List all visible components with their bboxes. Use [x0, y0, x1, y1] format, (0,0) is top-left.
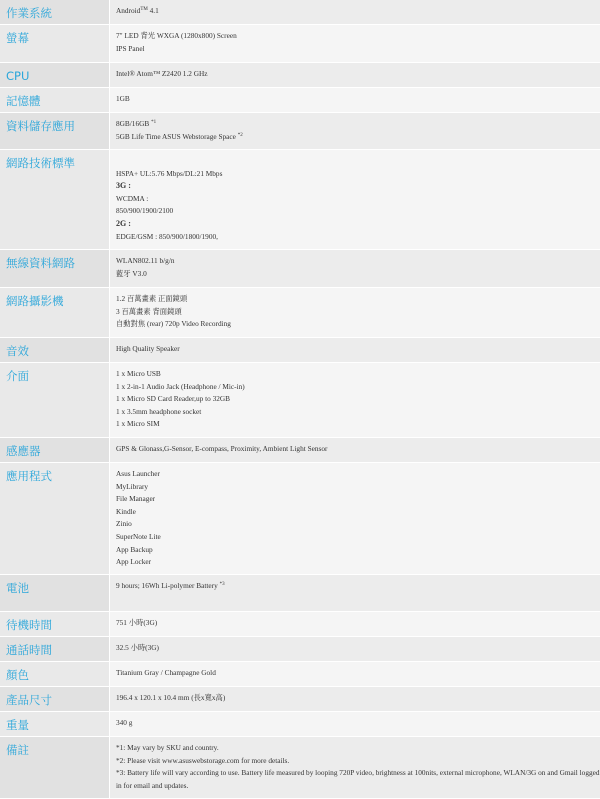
spec-row-17: [0, 687, 600, 712]
spec-value-text: 5GB Life Time ASUS Webstorage Space: [116, 131, 238, 141]
spec-value-text: Kindle: [116, 506, 136, 516]
spec-label: 顏色: [0, 662, 110, 686]
spec-label: 產品尺寸: [0, 687, 110, 711]
spec-value-line: [116, 418, 600, 431]
spec-value-line: [116, 93, 600, 106]
spec-value-line: [116, 343, 600, 356]
spec-row-11: [0, 438, 600, 463]
spec-value: [110, 712, 600, 736]
spec-label: 網路攝影機: [0, 288, 110, 337]
spec-value: [110, 463, 600, 574]
spec-value: [110, 113, 600, 149]
spec-value-line: [116, 481, 600, 494]
spec-value-text: IPS Panel: [116, 43, 145, 53]
spec-value-text: 1 x Micro USB: [116, 369, 161, 378]
spec-value-text: MyLibrary: [116, 481, 149, 491]
spec-value-line: [116, 306, 600, 319]
spec-value-text: High Quality Speaker: [116, 344, 180, 353]
spec-row-10: [0, 363, 600, 438]
spec-value-text: Titanium Gray / Champagne Gold: [116, 668, 216, 677]
spec-value-text: 751 小時(3G): [116, 618, 158, 627]
spec-value: [110, 687, 600, 711]
spec-label: 應用程式: [0, 463, 110, 574]
spec-value: [110, 0, 600, 24]
spec-label: 音效: [0, 338, 110, 362]
spec-value-text: WCDMA :: [116, 193, 149, 203]
spec-value-line: [116, 493, 600, 506]
spec-value: [110, 737, 600, 798]
spec-value: [110, 250, 600, 287]
spec-label: 網路技術標準: [0, 150, 110, 249]
spec-value-text: 1 x Micro SD Card Reader,up to 32GB: [116, 394, 231, 404]
spec-value-text: App Backup: [116, 544, 153, 554]
spec-value-text: 9 hours; 16Wh Li-polymer Battery: [116, 581, 220, 590]
spec-value-line: [116, 755, 600, 768]
spec-value-line: [116, 767, 600, 792]
spec-value-line: [116, 742, 600, 755]
spec-value-line: [116, 544, 600, 557]
spec-value-text: 1 x Micro SIM: [116, 419, 160, 429]
spec-value-text: 1 x 2-in-1 Audio Jack (Headphone / Mic-in): [116, 381, 245, 391]
spec-label: 通話時間: [0, 637, 110, 661]
spec-row-14: [0, 612, 600, 637]
spec-value-text: 3 百萬畫素 背面鏡頭: [116, 306, 182, 316]
spec-value-text: Asus Launcher: [116, 469, 160, 478]
spec-value-text: 4.1: [147, 6, 159, 15]
spec-value-line: [116, 293, 600, 306]
spec-row-4: [0, 88, 600, 113]
spec-label: 待機時間: [0, 612, 110, 636]
spec-row-2: [0, 25, 600, 63]
spec-value-line: [116, 30, 600, 43]
spec-value-line: [116, 381, 600, 394]
spec-label: 螢幕: [0, 25, 110, 62]
spec-value: [110, 612, 600, 636]
spec-value-line: [116, 168, 600, 181]
spec-value: [110, 63, 600, 87]
spec-value-text: 2G :: [116, 218, 131, 228]
spec-value-text: 8GB/16GB: [116, 119, 152, 128]
spec-value-text: 196.4 x 120.1 x 10.4 mm (長x寬x高): [116, 693, 226, 702]
spec-value: [110, 150, 600, 249]
spec-value-line: [116, 5, 600, 18]
spec-value-text: HSPA+ UL:5.76 Mbps/DL:21 Mbps: [116, 168, 223, 178]
spec-value-text: 850/900/1900/2100: [116, 206, 174, 216]
spec-value-line: [116, 667, 600, 680]
footnote-marker: *2: [237, 132, 243, 138]
spec-value-text: *1: May vary by SKU and country.: [116, 743, 219, 752]
spec-value-text: 自動對焦 (rear) 720p Video Recording: [116, 319, 231, 329]
spec-value-text: 藍牙 V3.0: [116, 268, 147, 278]
spec-value-text: GPS & Glonass,G-Sensor, E-compass, Proximity, Ambient Light Sensor: [116, 444, 328, 453]
spec-label: 感應器: [0, 438, 110, 462]
spec-row-13: [0, 575, 600, 612]
spec-value-text: 340 g: [116, 718, 133, 727]
spec-value-line: [116, 43, 600, 56]
spec-label: CPU: [0, 63, 110, 87]
spec-value-line: [116, 118, 600, 131]
spec-row-8: [0, 288, 600, 338]
spec-value-line: [116, 180, 600, 193]
spec-value-line: [116, 131, 600, 144]
spec-row-5: [0, 113, 600, 150]
spec-value-text: 32.5 小時(3G): [116, 643, 159, 652]
spec-value: [110, 438, 600, 462]
spec-value-line: [116, 506, 600, 519]
spec-value-line: [116, 443, 600, 456]
spec-value-text: App Locker: [116, 557, 152, 567]
spec-value-line: [116, 393, 600, 406]
spec-row-18: [0, 712, 600, 737]
spec-value: [110, 288, 600, 337]
spec-value-line: [116, 155, 600, 168]
spec-label: 無線資料網路: [0, 250, 110, 287]
spec-row-6: [0, 150, 600, 250]
spec-value-text: 1GB: [116, 94, 130, 103]
footnote-marker: TM: [140, 7, 148, 12]
spec-label: 備註: [0, 737, 110, 798]
spec-value-text: EDGE/GSM : 850/900/1800/1900,: [116, 231, 218, 241]
spec-value-text: *2: Please visit www.asuswebstorage.com for more details.: [116, 755, 290, 765]
spec-row-7: [0, 250, 600, 288]
spec-row-9: [0, 338, 600, 363]
spec-value-line: [116, 642, 600, 655]
spec-value-line: [116, 255, 600, 268]
spec-value: [110, 662, 600, 686]
spec-value-text: 1 x 3.5mm headphone socket: [116, 406, 202, 416]
spec-row-3: [0, 63, 600, 88]
spec-row-12: [0, 463, 600, 575]
spec-value-text: 7" LED 背光 WXGA (1280x800) Screen: [116, 31, 237, 40]
spec-value-line: [116, 692, 600, 705]
spec-row-16: [0, 662, 600, 687]
spec-row-1: [0, 0, 600, 25]
spec-row-19: [0, 737, 600, 799]
spec-value-text: SuperNote Lite: [116, 531, 161, 541]
spec-value-text: Intel® Atom™ Z2420 1.2 GHz: [116, 69, 208, 78]
spec-value-text: Android: [116, 6, 141, 15]
spec-value: [110, 637, 600, 661]
footnote-marker: *3: [219, 582, 225, 587]
spec-value: [110, 363, 600, 437]
spec-label: 作業系統: [0, 0, 110, 24]
spec-value-line: [116, 231, 600, 244]
spec-value-line: [116, 556, 600, 569]
spec-value-line: [116, 717, 600, 730]
spec-value: [110, 88, 600, 112]
spec-value-line: [116, 468, 600, 481]
spec-value-text: WLAN802.11 b/g/n: [116, 256, 175, 265]
spec-label: 電池: [0, 575, 110, 611]
spec-value-line: [116, 406, 600, 419]
spec-value-text: Zinio: [116, 519, 132, 529]
spec-value-line: [116, 268, 600, 281]
spec-value-line: [116, 193, 600, 206]
spec-label: 資料儲存應用: [0, 113, 110, 149]
spec-value-line: [116, 318, 600, 331]
spec-row-15: [0, 637, 600, 662]
spec-value: [110, 575, 600, 611]
spec-value-line: [116, 205, 600, 218]
spec-value: [110, 25, 600, 62]
spec-value-line: [116, 518, 600, 531]
spec-value-line: [116, 368, 600, 381]
footnote-marker: *1: [151, 120, 157, 125]
spec-value-line: [116, 68, 600, 81]
spec-value-line: [116, 580, 600, 593]
spec-value-text: *3: Battery life will vary according to use. Battery life measured by looping 720P video, brightness at 100nits, external microphone, WLAN/3G on and Gmail logged in for email and updates.: [116, 768, 600, 790]
spec-value-text: File Manager: [116, 494, 156, 504]
spec-value-line: [116, 218, 600, 231]
spec-label: 記憶體: [0, 88, 110, 112]
spec-label: 重量: [0, 712, 110, 736]
spec-value-text: 3G :: [116, 181, 131, 191]
spec-value-text: 1.2 百萬畫素 正面鏡頭: [116, 294, 188, 303]
spec-value-line: [116, 617, 600, 630]
spec-value-line: [116, 531, 600, 544]
spec-value: [110, 338, 600, 362]
spec-label: 介面: [0, 363, 110, 437]
